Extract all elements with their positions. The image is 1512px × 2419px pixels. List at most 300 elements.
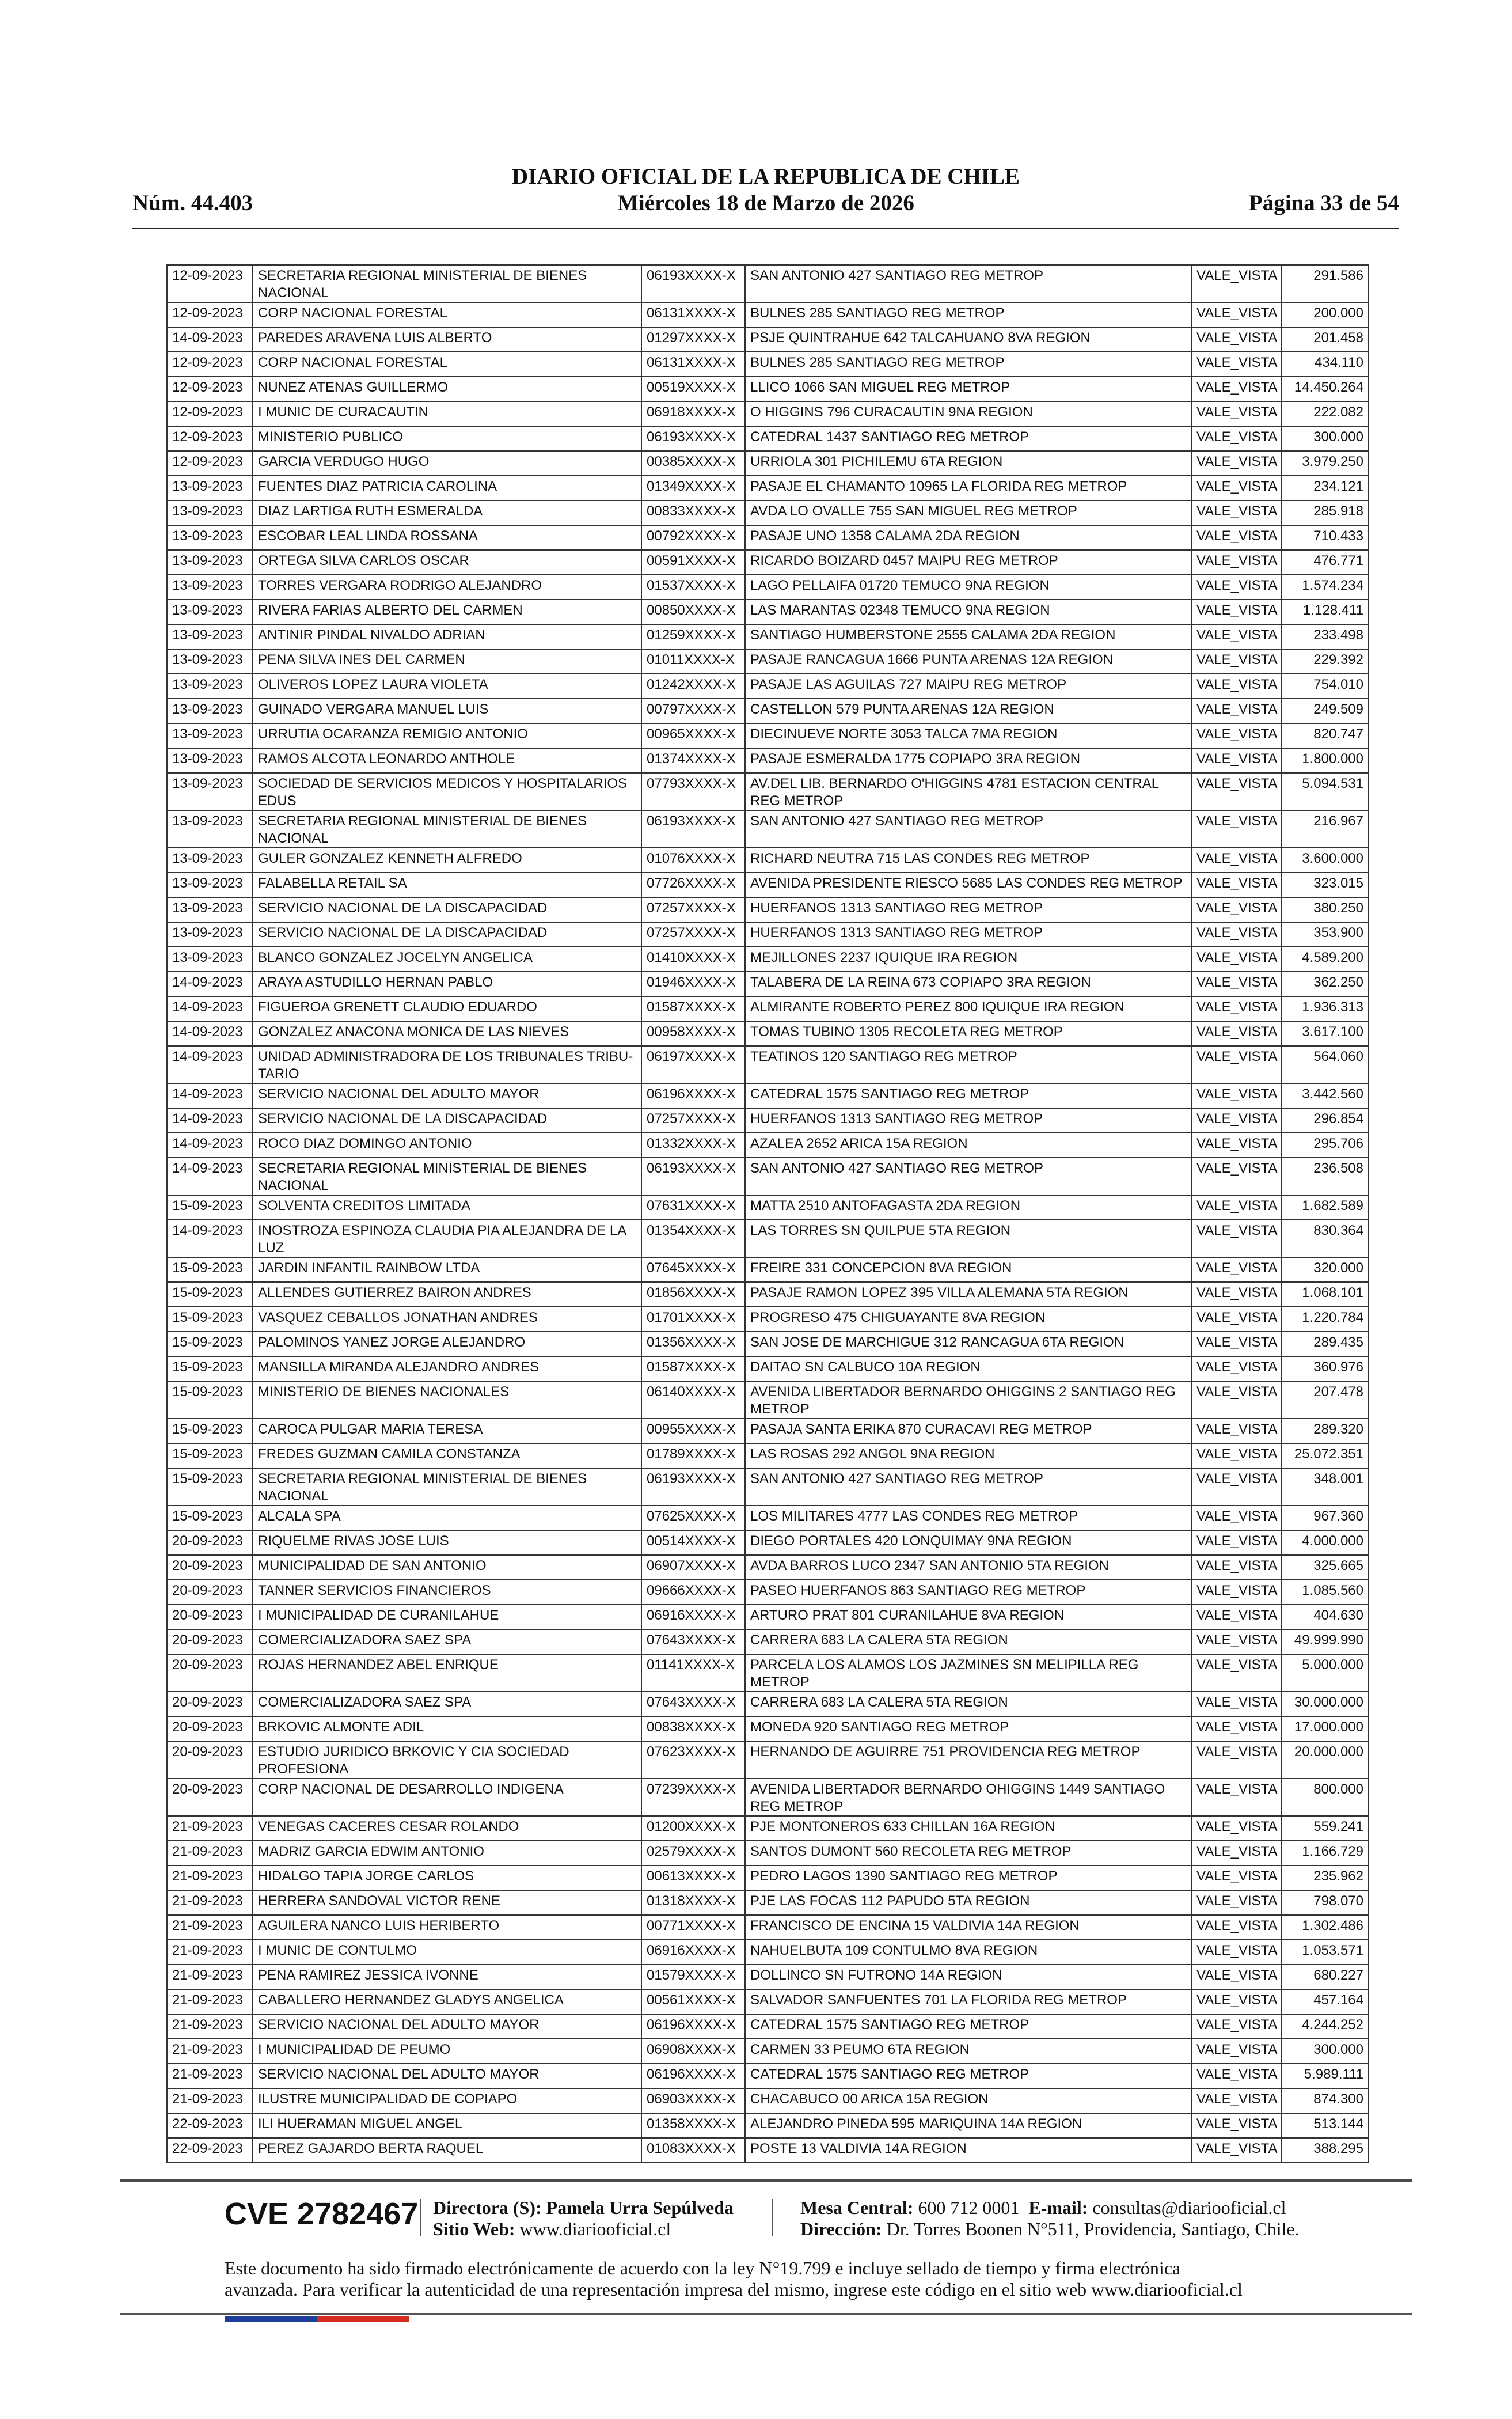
- payment-type-cell: VALE_VISTA: [1191, 1307, 1282, 1332]
- rut-cell: 01587XXXX-X: [641, 1356, 745, 1381]
- date-cell: 15-09-2023: [167, 1356, 253, 1381]
- address-cell: PROGRESO 475 CHIGUAYANTE 8VA REGION: [745, 1307, 1191, 1332]
- payment-type-cell: VALE_VISTA: [1191, 1989, 1282, 2014]
- amount-cell: 4.000.000: [1282, 1530, 1369, 1555]
- name-cell: ESCOBAR LEAL LINDA ROSSANA: [253, 525, 641, 550]
- director-label: Directora (S):: [433, 2197, 542, 2218]
- table-row: [167, 1158, 1369, 1195]
- name-cell: MADRIZ GARCIA EDWIM ANTONIO: [253, 1841, 641, 1866]
- rut-cell: 06918XXXX-X: [641, 401, 745, 426]
- table-row: [167, 897, 1369, 922]
- table-row: [167, 1965, 1369, 1989]
- payment-type-cell: VALE_VISTA: [1191, 699, 1282, 723]
- table-row: [167, 1692, 1369, 1716]
- name-cell: I MUNIC DE CONTULMO: [253, 1940, 641, 1965]
- table-row: [167, 1332, 1369, 1356]
- rut-cell: 01587XXXX-X: [641, 996, 745, 1021]
- address-cell: RICARDO BOIZARD 0457 MAIPU REG METROP: [745, 550, 1191, 575]
- payment-type-cell: VALE_VISTA: [1191, 476, 1282, 501]
- payment-type-cell: VALE_VISTA: [1191, 1282, 1282, 1307]
- payment-type-cell: VALE_VISTA: [1191, 1530, 1282, 1555]
- rut-cell: 06196XXXX-X: [641, 1083, 745, 1108]
- table-row: [167, 1866, 1369, 1890]
- amount-cell: 25.072.351: [1282, 1443, 1369, 1468]
- payment-type-cell: VALE_VISTA: [1191, 1108, 1282, 1133]
- table-row: [167, 1443, 1369, 1468]
- rut-cell: 00771XXXX-X: [641, 1915, 745, 1940]
- address-cell: CATEDRAL 1575 SANTIAGO REG METROP: [745, 1083, 1191, 1108]
- rut-cell: 07645XXXX-X: [641, 1257, 745, 1282]
- table-row: [167, 1654, 1369, 1692]
- rut-cell: 01701XXXX-X: [641, 1307, 745, 1332]
- amount-cell: 320.000: [1282, 1257, 1369, 1282]
- name-cell: SECRETARIA REGIONAL MINISTERIAL DE BIENES NACIONAL: [253, 265, 641, 302]
- rut-cell: 00613XXXX-X: [641, 1866, 745, 1890]
- rut-cell: 06903XXXX-X: [641, 2088, 745, 2113]
- address-cell: FREIRE 331 CONCEPCION 8VA REGION: [745, 1257, 1191, 1282]
- date-cell: 13-09-2023: [167, 649, 253, 674]
- name-cell: GULER GONZALEZ KENNETH ALFREDO: [253, 848, 641, 873]
- address-cell: DOLLINCO SN FUTRONO 14A REGION: [745, 1965, 1191, 1989]
- amount-cell: 513.144: [1282, 2113, 1369, 2138]
- rut-cell: 01789XXXX-X: [641, 1443, 745, 1468]
- date-cell: 21-09-2023: [167, 1965, 253, 1989]
- payment-type-cell: VALE_VISTA: [1191, 1841, 1282, 1866]
- amount-cell: 323.015: [1282, 873, 1369, 897]
- name-cell: FIGUEROA GRENETT CLAUDIO EDUARDO: [253, 996, 641, 1021]
- date-cell: 21-09-2023: [167, 2039, 253, 2064]
- date-cell: 15-09-2023: [167, 1468, 253, 1506]
- rut-cell: 07625XXXX-X: [641, 1506, 745, 1530]
- address-cell: TEATINOS 120 SANTIAGO REG METROP: [745, 1046, 1191, 1083]
- table-row: [167, 575, 1369, 600]
- payment-type-cell: VALE_VISTA: [1191, 2039, 1282, 2064]
- address-cell: AVENIDA LIBERTADOR BERNARDO OHIGGINS 2 SANTIAGO REG METROP: [745, 1381, 1191, 1419]
- amount-cell: 300.000: [1282, 426, 1369, 451]
- table-row: [167, 723, 1369, 748]
- name-cell: PENA SILVA INES DEL CARMEN: [253, 649, 641, 674]
- date-cell: 13-09-2023: [167, 723, 253, 748]
- amount-cell: 404.630: [1282, 1605, 1369, 1629]
- table-row: [167, 1940, 1369, 1965]
- legal-notice: [225, 2258, 1307, 2300]
- address-cell: PASAJE EL CHAMANTO 10965 LA FLORIDA REG METROP: [745, 476, 1191, 501]
- rut-cell: 00514XXXX-X: [641, 1530, 745, 1555]
- date-cell: 14-09-2023: [167, 1083, 253, 1108]
- date-cell: 12-09-2023: [167, 377, 253, 401]
- flag-stripe-red: [317, 2316, 409, 2322]
- table-row: [167, 426, 1369, 451]
- payment-type-cell: VALE_VISTA: [1191, 1133, 1282, 1158]
- address-cell: POSTE 13 VALDIVIA 14A REGION: [745, 2138, 1191, 2163]
- payment-type-cell: VALE_VISTA: [1191, 1692, 1282, 1716]
- address-cell: CARRERA 683 LA CALERA 5TA REGION: [745, 1692, 1191, 1716]
- name-cell: NUNEZ ATENAS GUILLERMO: [253, 377, 641, 401]
- rut-cell: 00561XXXX-X: [641, 1989, 745, 2014]
- address-cell: SAN JOSE DE MARCHIGUE 312 RANCAGUA 6TA REGION: [745, 1332, 1191, 1356]
- payment-type-cell: VALE_VISTA: [1191, 2113, 1282, 2138]
- table-row: [167, 1580, 1369, 1605]
- date-cell: 14-09-2023: [167, 972, 253, 996]
- date-cell: 13-09-2023: [167, 773, 253, 810]
- rut-cell: 01011XXXX-X: [641, 649, 745, 674]
- table-row: [167, 2138, 1369, 2163]
- rut-cell: 06196XXXX-X: [641, 2064, 745, 2088]
- table-row: [167, 773, 1369, 810]
- address-cell: PASAJE RANCAGUA 1666 PUNTA ARENAS 12A REGION: [745, 649, 1191, 674]
- page-header: [132, 160, 1399, 223]
- rut-cell: 00797XXXX-X: [641, 699, 745, 723]
- amount-cell: 14.450.264: [1282, 377, 1369, 401]
- payment-type-cell: VALE_VISTA: [1191, 575, 1282, 600]
- amount-cell: 249.509: [1282, 699, 1369, 723]
- rut-cell: 01410XXXX-X: [641, 947, 745, 972]
- date-cell: 13-09-2023: [167, 476, 253, 501]
- address-cell: CASTELLON 579 PUNTA ARENAS 12A REGION: [745, 699, 1191, 723]
- amount-cell: 1.085.560: [1282, 1580, 1369, 1605]
- table-row: [167, 1915, 1369, 1940]
- amount-cell: 800.000: [1282, 1779, 1369, 1816]
- table-row: [167, 748, 1369, 773]
- table-row: [167, 451, 1369, 476]
- name-cell: CORP NACIONAL DE DESARROLLO INDIGENA: [253, 1779, 641, 1816]
- table-row: [167, 1605, 1369, 1629]
- name-cell: SERVICIO NACIONAL DE LA DISCAPACIDAD: [253, 1108, 641, 1133]
- name-cell: COMERCIALIZADORA SAEZ SPA: [253, 1629, 641, 1654]
- rut-cell: 01374XXXX-X: [641, 748, 745, 773]
- table-row: [167, 1506, 1369, 1530]
- address-cell: SALVADOR SANFUENTES 701 LA FLORIDA REG METROP: [745, 1989, 1191, 2014]
- name-cell: MINISTERIO PUBLICO: [253, 426, 641, 451]
- amount-cell: 5.094.531: [1282, 773, 1369, 810]
- address-cell: PEDRO LAGOS 1390 SANTIAGO REG METROP: [745, 1866, 1191, 1890]
- table-row: [167, 1468, 1369, 1506]
- amount-cell: 1.220.784: [1282, 1307, 1369, 1332]
- address-cell: AZALEA 2652 ARICA 15A REGION: [745, 1133, 1191, 1158]
- name-cell: ROCO DIAZ DOMINGO ANTONIO: [253, 1133, 641, 1158]
- payment-type-cell: VALE_VISTA: [1191, 1083, 1282, 1108]
- table-row: [167, 352, 1369, 377]
- payment-type-cell: VALE_VISTA: [1191, 525, 1282, 550]
- table-row: [167, 1381, 1369, 1419]
- amount-cell: 1.068.101: [1282, 1282, 1369, 1307]
- amount-cell: 874.300: [1282, 2088, 1369, 2113]
- amount-cell: 434.110: [1282, 352, 1369, 377]
- amount-cell: 1.128.411: [1282, 600, 1369, 624]
- table-row: [167, 600, 1369, 624]
- amount-cell: 200.000: [1282, 302, 1369, 327]
- table-row: [167, 1555, 1369, 1580]
- name-cell: AGUILERA NANCO LUIS HERIBERTO: [253, 1915, 641, 1940]
- name-cell: RIQUELME RIVAS JOSE LUIS: [253, 1530, 641, 1555]
- rut-cell: 00591XXXX-X: [641, 550, 745, 575]
- amount-cell: 289.435: [1282, 1332, 1369, 1356]
- name-cell: MANSILLA MIRANDA ALEJANDRO ANDRES: [253, 1356, 641, 1381]
- table-row: [167, 922, 1369, 947]
- payment-type-cell: VALE_VISTA: [1191, 1195, 1282, 1220]
- name-cell: GARCIA VERDUGO HUGO: [253, 451, 641, 476]
- payment-type-cell: VALE_VISTA: [1191, 302, 1282, 327]
- payment-type-cell: VALE_VISTA: [1191, 265, 1282, 302]
- payment-type-cell: VALE_VISTA: [1191, 1257, 1282, 1282]
- address-cell: DAITAO SN CALBUCO 10A REGION: [745, 1356, 1191, 1381]
- amount-cell: 235.962: [1282, 1866, 1369, 1890]
- amount-cell: 207.478: [1282, 1381, 1369, 1419]
- date-cell: 13-09-2023: [167, 947, 253, 972]
- date-cell: 20-09-2023: [167, 1692, 253, 1716]
- rut-cell: 01579XXXX-X: [641, 1965, 745, 1989]
- table-row: [167, 476, 1369, 501]
- payment-type-cell: VALE_VISTA: [1191, 1940, 1282, 1965]
- name-cell: ALLENDES GUTIERREZ BAIRON ANDRES: [253, 1282, 641, 1307]
- name-cell: CAROCA PULGAR MARIA TERESA: [253, 1419, 641, 1443]
- amount-cell: 3.600.000: [1282, 848, 1369, 873]
- payment-type-cell: VALE_VISTA: [1191, 1605, 1282, 1629]
- payment-type-cell: VALE_VISTA: [1191, 600, 1282, 624]
- date-cell: 21-09-2023: [167, 2064, 253, 2088]
- name-cell: SOLVENTA CREDITOS LIMITADA: [253, 1195, 641, 1220]
- table-row: [167, 265, 1369, 302]
- payment-type-cell: VALE_VISTA: [1191, 501, 1282, 525]
- date-cell: 12-09-2023: [167, 451, 253, 476]
- payment-type-cell: VALE_VISTA: [1191, 1654, 1282, 1692]
- date-cell: 21-09-2023: [167, 1940, 253, 1965]
- date-cell: 15-09-2023: [167, 1443, 253, 1468]
- table-row: [167, 1716, 1369, 1741]
- amount-cell: 388.295: [1282, 2138, 1369, 2163]
- date-cell: 15-09-2023: [167, 1195, 253, 1220]
- address-cell: AVENIDA PRESIDENTE RIESCO 5685 LAS CONDES REG METROP: [745, 873, 1191, 897]
- date-cell: 21-09-2023: [167, 2088, 253, 2113]
- address-cell: ALMIRANTE ROBERTO PEREZ 800 IQUIQUE IRA REGION: [745, 996, 1191, 1021]
- payment-type-cell: VALE_VISTA: [1191, 1779, 1282, 1816]
- amount-cell: 3.979.250: [1282, 451, 1369, 476]
- payment-type-cell: VALE_VISTA: [1191, 972, 1282, 996]
- name-cell: SERVICIO NACIONAL DE LA DISCAPACIDAD: [253, 897, 641, 922]
- table-row: [167, 1257, 1369, 1282]
- rut-cell: 07239XXXX-X: [641, 1779, 745, 1816]
- name-cell: PAREDES ARAVENA LUIS ALBERTO: [253, 327, 641, 352]
- rut-cell: 06193XXXX-X: [641, 810, 745, 848]
- address-cell: BULNES 285 SANTIAGO REG METROP: [745, 352, 1191, 377]
- amount-cell: 295.706: [1282, 1133, 1369, 1158]
- table-row: [167, 377, 1369, 401]
- amount-cell: 4.244.252: [1282, 2014, 1369, 2039]
- date-cell: 15-09-2023: [167, 1307, 253, 1332]
- name-cell: CORP NACIONAL FORESTAL: [253, 352, 641, 377]
- payment-type-cell: VALE_VISTA: [1191, 1915, 1282, 1940]
- table-row: [167, 1629, 1369, 1654]
- rut-cell: 01318XXXX-X: [641, 1890, 745, 1915]
- name-cell: ILI HUERAMAN MIGUEL ANGEL: [253, 2113, 641, 2138]
- date-cell: 12-09-2023: [167, 352, 253, 377]
- footer-director-block: [433, 2197, 734, 2240]
- payment-type-cell: VALE_VISTA: [1191, 1741, 1282, 1779]
- name-cell: CORP NACIONAL FORESTAL: [253, 302, 641, 327]
- amount-cell: 291.586: [1282, 265, 1369, 302]
- date-cell: 14-09-2023: [167, 1220, 253, 1257]
- date-cell: 14-09-2023: [167, 1133, 253, 1158]
- rut-cell: 01141XXXX-X: [641, 1654, 745, 1692]
- rut-cell: 00965XXXX-X: [641, 723, 745, 748]
- address-cell: SAN ANTONIO 427 SANTIAGO REG METROP: [745, 810, 1191, 848]
- amount-cell: 285.918: [1282, 501, 1369, 525]
- address-cell: PASAJE LAS AGUILAS 727 MAIPU REG METROP: [745, 674, 1191, 699]
- table-row: [167, 2088, 1369, 2113]
- payment-type-cell: VALE_VISTA: [1191, 996, 1282, 1021]
- payment-type-cell: VALE_VISTA: [1191, 2064, 1282, 2088]
- date-cell: 13-09-2023: [167, 525, 253, 550]
- payment-type-cell: VALE_VISTA: [1191, 1629, 1282, 1654]
- address-cell: LAS MARANTAS 02348 TEMUCO 9NA REGION: [745, 600, 1191, 624]
- address-cell: MONEDA 920 SANTIAGO REG METROP: [745, 1716, 1191, 1741]
- table-row: [167, 1108, 1369, 1133]
- amount-cell: 967.360: [1282, 1506, 1369, 1530]
- date-cell: 13-09-2023: [167, 624, 253, 649]
- address-cell: SAN ANTONIO 427 SANTIAGO REG METROP: [745, 265, 1191, 302]
- table-row: [167, 873, 1369, 897]
- mesa-label: Mesa Central:: [800, 2197, 914, 2218]
- rut-cell: 06193XXXX-X: [641, 1468, 745, 1506]
- amount-cell: 348.001: [1282, 1468, 1369, 1506]
- rut-cell: 01354XXXX-X: [641, 1220, 745, 1257]
- payment-type-cell: VALE_VISTA: [1191, 947, 1282, 972]
- date-cell: 20-09-2023: [167, 1580, 253, 1605]
- name-cell: SERVICIO NACIONAL DEL ADULTO MAYOR: [253, 2014, 641, 2039]
- rut-cell: 00838XXXX-X: [641, 1716, 745, 1741]
- address-cell: PASEO HUERFANOS 863 SANTIAGO REG METROP: [745, 1580, 1191, 1605]
- amount-cell: 296.854: [1282, 1108, 1369, 1133]
- date-cell: 21-09-2023: [167, 1816, 253, 1841]
- address-cell: AVDA LO OVALLE 755 SAN MIGUEL REG METROP: [745, 501, 1191, 525]
- amount-cell: 49.999.990: [1282, 1629, 1369, 1654]
- payment-type-cell: VALE_VISTA: [1191, 723, 1282, 748]
- date-cell: 20-09-2023: [167, 1530, 253, 1555]
- name-cell: SERVICIO NACIONAL DEL ADULTO MAYOR: [253, 1083, 641, 1108]
- address-cell: DIECINUEVE NORTE 3053 TALCA 7MA REGION: [745, 723, 1191, 748]
- name-cell: INOSTROZA ESPINOZA CLAUDIA PIA ALEJANDRA DE LA LUZ: [253, 1220, 641, 1257]
- amount-cell: 234.121: [1282, 476, 1369, 501]
- payment-type-cell: VALE_VISTA: [1191, 426, 1282, 451]
- address-cell: LOS MILITARES 4777 LAS CONDES REG METROP: [745, 1506, 1191, 1530]
- address-cell: PJE MONTONEROS 633 CHILLAN 16A REGION: [745, 1816, 1191, 1841]
- amount-cell: 289.320: [1282, 1419, 1369, 1443]
- payment-type-cell: VALE_VISTA: [1191, 810, 1282, 848]
- name-cell: SECRETARIA REGIONAL MINISTERIAL DE BIENES NACIONAL: [253, 810, 641, 848]
- rut-cell: 01076XXXX-X: [641, 848, 745, 873]
- address-cell: HERNANDO DE AGUIRRE 751 PROVIDENCIA REG METROP: [745, 1741, 1191, 1779]
- rut-cell: 02579XXXX-X: [641, 1841, 745, 1866]
- name-cell: ANTINIR PINDAL NIVALDO ADRIAN: [253, 624, 641, 649]
- site-link[interactable]: www.diariooficial.cl: [519, 2219, 671, 2239]
- date-cell: 14-09-2023: [167, 1108, 253, 1133]
- address-cell: AV.DEL LIB. BERNARDO O'HIGGINS 4781 ESTACION CENTRAL REG METROP: [745, 773, 1191, 810]
- name-cell: RIVERA FARIAS ALBERTO DEL CARMEN: [253, 600, 641, 624]
- payment-type-cell: VALE_VISTA: [1191, 1468, 1282, 1506]
- rut-cell: 01200XXXX-X: [641, 1816, 745, 1841]
- payment-type-cell: VALE_VISTA: [1191, 649, 1282, 674]
- name-cell: ALCALA SPA: [253, 1506, 641, 1530]
- name-cell: ILUSTRE MUNICIPALIDAD DE COPIAPO: [253, 2088, 641, 2113]
- date-cell: 14-09-2023: [167, 1021, 253, 1046]
- name-cell: RAMOS ALCOTA LEONARDO ANTHOLE: [253, 748, 641, 773]
- address-cell: HUERFANOS 1313 SANTIAGO REG METROP: [745, 1108, 1191, 1133]
- address-cell: CHACABUCO 00 ARICA 15A REGION: [745, 2088, 1191, 2113]
- payment-type-cell: VALE_VISTA: [1191, 1965, 1282, 1989]
- legal-line: avanzada. Para verificar la autenticidad de una representación impresa del mismo, ingrese este código en el sitio web www.diariooficial.cl: [225, 2279, 1243, 2300]
- address-cell: AVDA BARROS LUCO 2347 SAN ANTONIO 5TA REGION: [745, 1555, 1191, 1580]
- address-cell: MATTA 2510 ANTOFAGASTA 2DA REGION: [745, 1195, 1191, 1220]
- name-cell: DIAZ LARTIGA RUTH ESMERALDA: [253, 501, 641, 525]
- date-cell: 13-09-2023: [167, 810, 253, 848]
- table-row: [167, 2014, 1369, 2039]
- payment-type-cell: VALE_VISTA: [1191, 1443, 1282, 1468]
- rut-cell: 01259XXXX-X: [641, 624, 745, 649]
- amount-cell: 360.976: [1282, 1356, 1369, 1381]
- date-cell: 21-09-2023: [167, 1989, 253, 2014]
- address-cell: FRANCISCO DE ENCINA 15 VALDIVIA 14A REGION: [745, 1915, 1191, 1940]
- table-row: [167, 1741, 1369, 1779]
- table-row: [167, 848, 1369, 873]
- date-cell: 15-09-2023: [167, 1419, 253, 1443]
- amount-cell: 1.800.000: [1282, 748, 1369, 773]
- amount-cell: 1.302.486: [1282, 1915, 1369, 1940]
- site-label: Sitio Web:: [433, 2219, 515, 2239]
- address-cell: AVENIDA LIBERTADOR BERNARDO OHIGGINS 1449 SANTIAGO REG METROP: [745, 1779, 1191, 1816]
- date-cell: 13-09-2023: [167, 699, 253, 723]
- address-cell: TOMAS TUBINO 1305 RECOLETA REG METROP: [745, 1021, 1191, 1046]
- rut-cell: 06916XXXX-X: [641, 1605, 745, 1629]
- payment-type-cell: VALE_VISTA: [1191, 1890, 1282, 1915]
- payment-type-cell: VALE_VISTA: [1191, 327, 1282, 352]
- rut-cell: 07257XXXX-X: [641, 1108, 745, 1133]
- name-cell: MINISTERIO DE BIENES NACIONALES: [253, 1381, 641, 1419]
- date-cell: 15-09-2023: [167, 1506, 253, 1530]
- table-row: [167, 2039, 1369, 2064]
- rut-cell: 06131XXXX-X: [641, 302, 745, 327]
- table-row: [167, 525, 1369, 550]
- name-cell: URRUTIA OCARANZA REMIGIO ANTONIO: [253, 723, 641, 748]
- name-cell: TORRES VERGARA RODRIGO ALEJANDRO: [253, 575, 641, 600]
- payment-type-cell: VALE_VISTA: [1191, 1356, 1282, 1381]
- table-row: [167, 2064, 1369, 2088]
- amount-cell: 300.000: [1282, 2039, 1369, 2064]
- address-cell: CATEDRAL 1575 SANTIAGO REG METROP: [745, 2014, 1191, 2039]
- address-cell: ALEJANDRO PINEDA 595 MARIQUINA 14A REGION: [745, 2113, 1191, 2138]
- payment-type-cell: VALE_VISTA: [1191, 401, 1282, 426]
- payment-type-cell: VALE_VISTA: [1191, 2088, 1282, 2113]
- date-cell: 15-09-2023: [167, 1332, 253, 1356]
- table-row: [167, 1220, 1369, 1257]
- email-link[interactable]: consultas@diariooficial.cl: [1092, 2197, 1286, 2218]
- date-cell: 13-09-2023: [167, 550, 253, 575]
- amount-cell: 457.164: [1282, 1989, 1369, 2014]
- date-cell: 21-09-2023: [167, 2014, 253, 2039]
- name-cell: CABALLERO HERNANDEZ GLADYS ANGELICA: [253, 1989, 641, 2014]
- date-cell: 22-09-2023: [167, 2113, 253, 2138]
- name-cell: VENEGAS CACERES CESAR ROLANDO: [253, 1816, 641, 1841]
- rut-cell: 06197XXXX-X: [641, 1046, 745, 1083]
- address-cell: SAN ANTONIO 427 SANTIAGO REG METROP: [745, 1158, 1191, 1195]
- name-cell: I MUNIC DE CURACAUTIN: [253, 401, 641, 426]
- table-row: [167, 1989, 1369, 2014]
- address-cell: PASAJE RAMON LOPEZ 395 VILLA ALEMANA 5TA REGION: [745, 1282, 1191, 1307]
- address-cell: SANTOS DUMONT 560 RECOLETA REG METROP: [745, 1841, 1191, 1866]
- date-cell: 14-09-2023: [167, 996, 253, 1021]
- payment-type-cell: VALE_VISTA: [1191, 550, 1282, 575]
- amount-cell: 3.617.100: [1282, 1021, 1369, 1046]
- name-cell: ROJAS HERNANDEZ ABEL ENRIQUE: [253, 1654, 641, 1692]
